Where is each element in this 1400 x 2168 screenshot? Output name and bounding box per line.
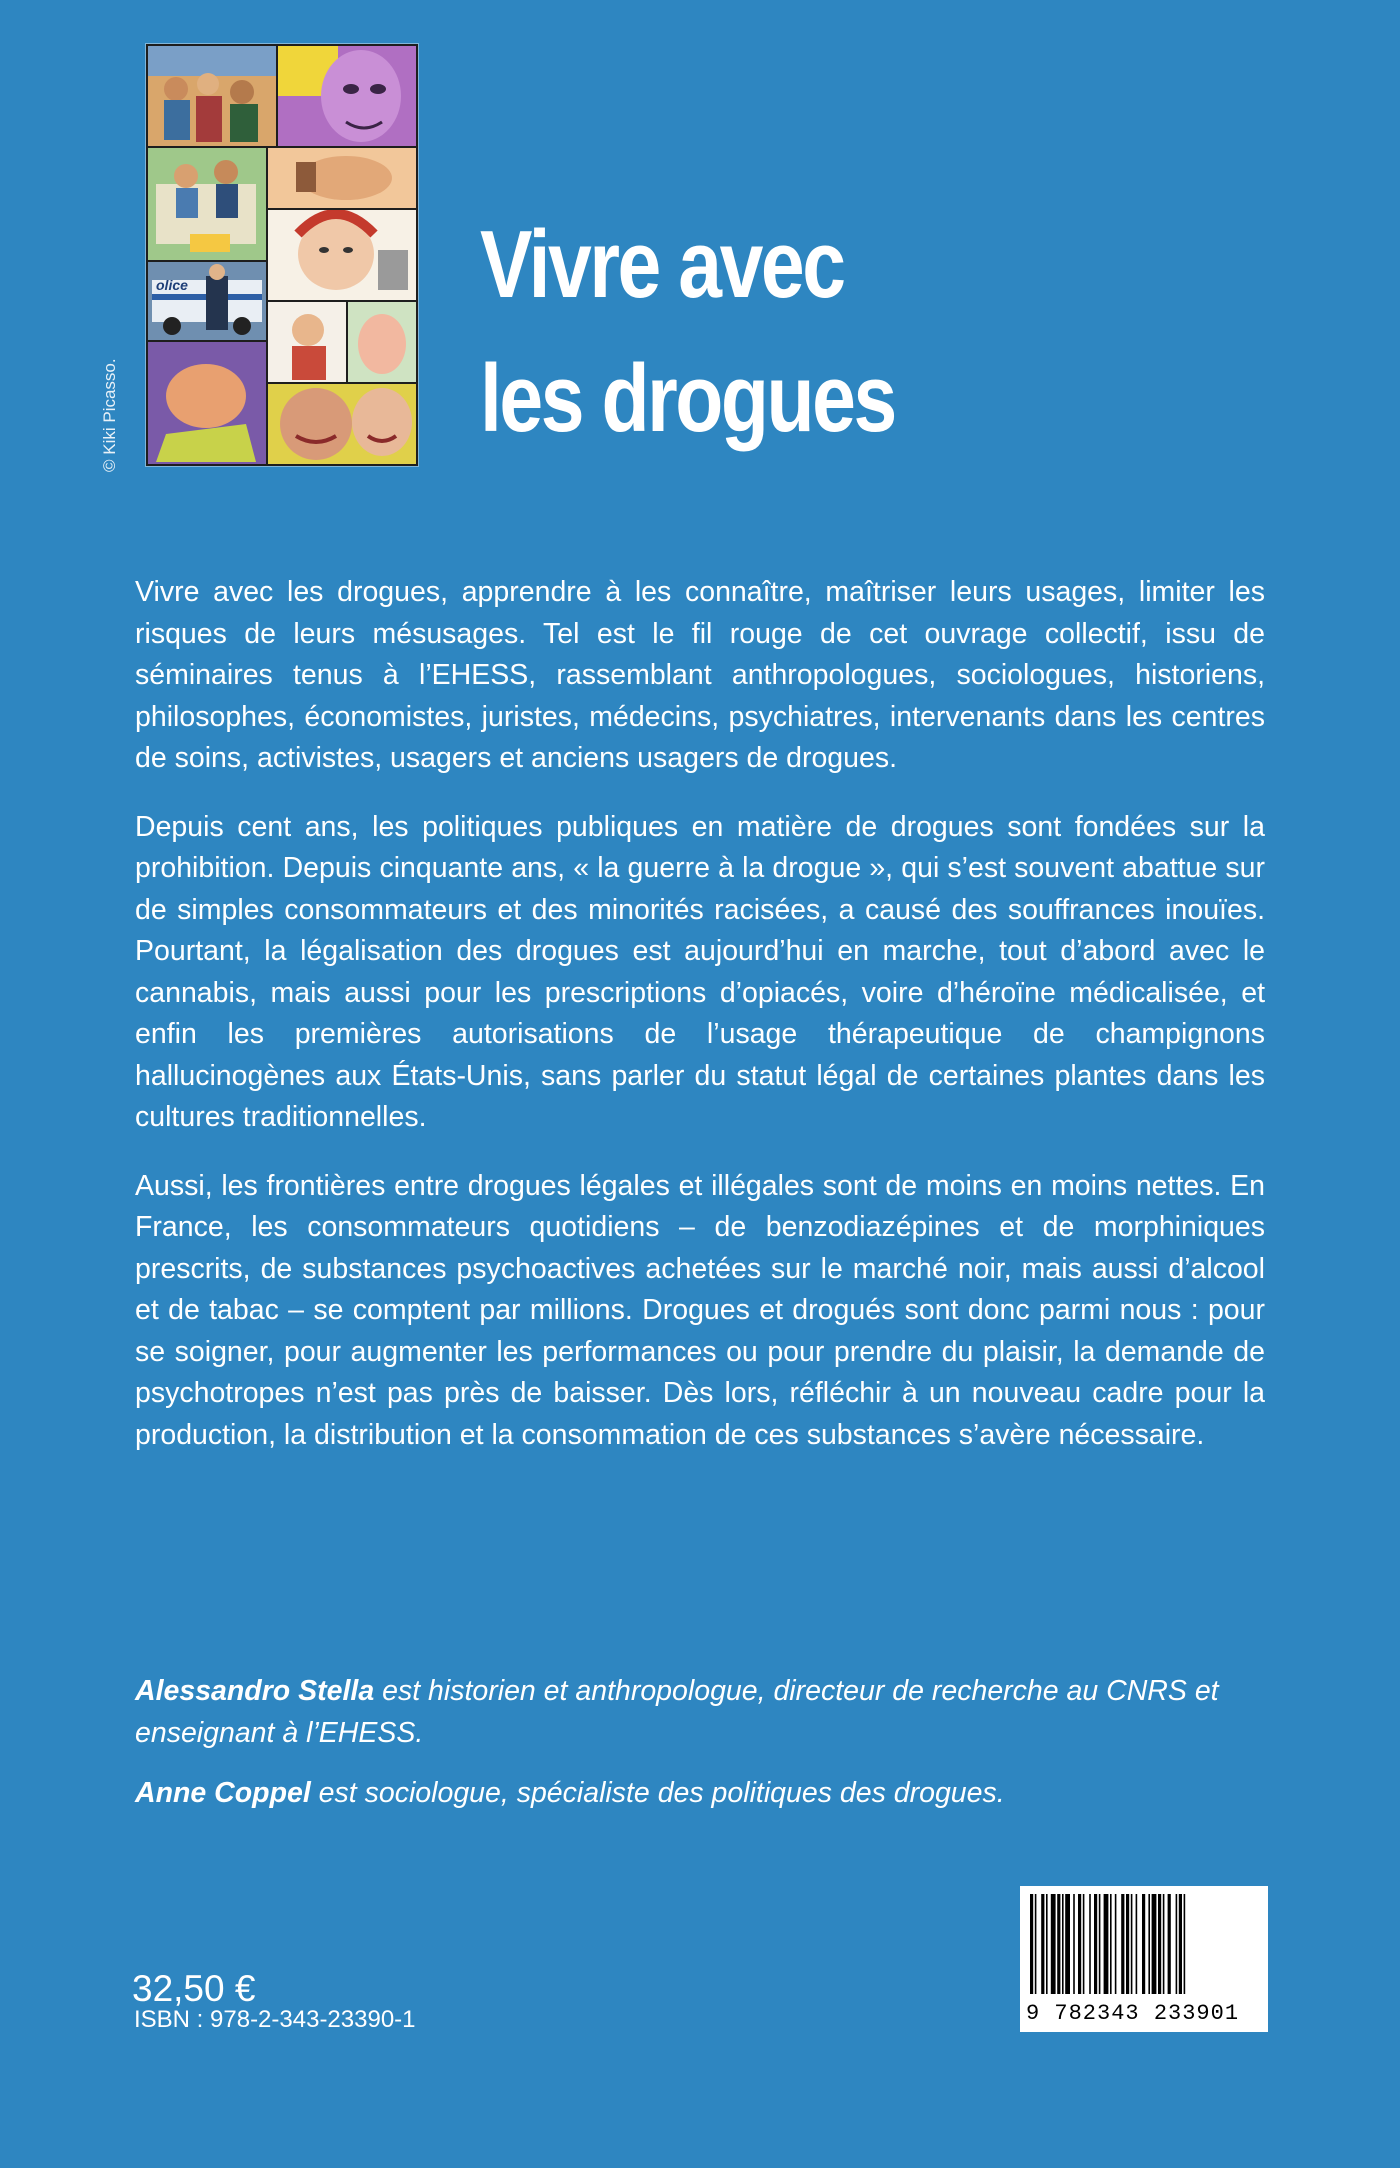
barcode (1020, 1886, 1268, 2032)
barcode-bar (1179, 1894, 1182, 1994)
blurb-paragraph-2: Depuis cent ans, les politiques publiques en matière de drogues sont fondées sur la prohibition. Depuis cinquante ans, « la guerre à la drogue », qui s’est souvent abattue sur de simples consommateurs et des minorités racisées, a causé des souffrances inouïes. Pourtant, la légalisation des drogues est aujourd’hui en marche, tout d’abord avec le cannabis, mais aussi pour les prescriptions d’opiacés, voire d’héroïne médicalisée, et enfin les premières autorisations de l’usage thérapeutique de champignons hallucinogènes aux États-Unis, sans parler du statut légal de certaines plantes dans les cultures traditionnelles. (135, 810, 1265, 1133)
barcode-digits: 9 782343 233901 (1026, 2001, 1240, 2026)
barcode-bar (1041, 1894, 1044, 1994)
barcode-bar (1065, 1894, 1070, 1994)
barcode-bar (1152, 1894, 1157, 1994)
barcode-bar (1176, 1894, 1178, 1994)
author-desc-1: est historien et anthropologue, directeur de recherche au CNRS et enseignant à l’EHESS. (135, 1675, 1219, 1749)
barcode-bar (1104, 1894, 1109, 1994)
barcode-bar (1163, 1894, 1165, 1994)
blurb (135, 572, 1265, 1483)
barcode-bar (1046, 1894, 1048, 1994)
barcode-bar (1142, 1894, 1145, 1994)
comic-collage-illustration (146, 44, 418, 466)
barcode-bar (1035, 1894, 1037, 1994)
title-line-1: Vivre avec (480, 211, 844, 318)
barcode-bar (1089, 1894, 1091, 1994)
author-bios (135, 1671, 1275, 1834)
barcode-bar (1168, 1894, 1171, 1994)
barcode-bar (1158, 1894, 1161, 1994)
author-name-1: Alessandro Stella (135, 1675, 375, 1707)
barcode-bar (1083, 1894, 1085, 1994)
author-desc-2: est sociologue, spécialiste des politiques des drogues. (310, 1777, 1005, 1809)
barcode-bar (1099, 1894, 1101, 1994)
police-sign: olice (156, 277, 188, 293)
photo-credit: © Kiki Picasso. (100, 358, 119, 472)
barcode-bar (1126, 1894, 1129, 1994)
barcode-bar (1078, 1894, 1081, 1994)
barcode-bar (1030, 1894, 1033, 1994)
barcode-bar (1073, 1894, 1075, 1994)
barcode-bar (1148, 1894, 1150, 1994)
title-line-2: les drogues (480, 345, 895, 452)
barcode-bar (1057, 1894, 1060, 1994)
blurb-paragraph-3: Aussi, les frontières entre drogues légales et illégales sont de moins en moins nettes. En France, les consommateurs quotidiens – de benzodiazépines et de morphiniques prescrits, de substances psychoactives achetées sur le marché noir, mais aussi d’alcool et de tabac – se comptent par millions. Drogues et drogués sont donc parmi nous : pour se soigner, pour augmenter les performances ou pour prendre du plaisir, la demande de psychotropes n’est pas près de baisser. Dès lors, réfléchir à un nouveau cadre pour la production, la distribution et la consommation de ces substances s’avère nécessaire. (135, 1169, 1265, 1451)
barcode-bar (1131, 1894, 1133, 1994)
barcode-bar (1110, 1894, 1112, 1994)
author-name-2: Anne Coppel (135, 1777, 311, 1809)
barcode-bar (1094, 1894, 1097, 1994)
book-title (480, 198, 939, 466)
barcode-bar (1051, 1894, 1056, 1994)
author-bio-1 (135, 1671, 1275, 1754)
barcode-bar (1136, 1894, 1138, 1994)
author-bio-2 (135, 1773, 1275, 1815)
barcode-bars (1020, 1886, 1268, 1998)
cover-illustration (146, 44, 418, 466)
barcode-bar (1062, 1894, 1064, 1994)
barcode-bar (1121, 1894, 1124, 1994)
barcode-bar (1184, 1894, 1186, 1994)
blurb-paragraph-1: Vivre avec les drogues, apprendre à les connaître, maîtriser leurs usages, limiter les risques de leurs mésusages. Tel est le fil rouge de cet ouvrage collectif, issu de séminaires tenus à l’EHESS, rassemblant anthropologues, sociologues, historiens, philosophes, économistes, juristes, médecins, psychiatres, intervenants dans les centres de soins, activistes, usagers et anciens usagers de drogues. (135, 576, 1265, 774)
barcode-bar (1115, 1894, 1117, 1994)
isbn: ISBN : 978-2-343-23390-1 (134, 2006, 416, 2033)
price: 32,50 € (132, 1968, 256, 2009)
